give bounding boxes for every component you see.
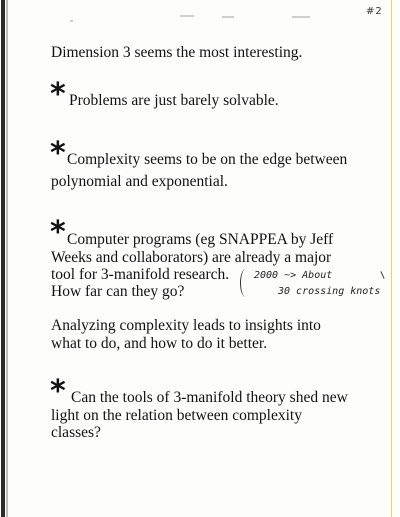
text-line: Weeks and collaborators) are already a major	[51, 249, 332, 266]
asterisk-bullet-2: *	[50, 136, 66, 171]
scan-edge-dark	[1, 0, 5, 517]
text-line: Analyzing complexity leads to insights into	[51, 317, 321, 334]
scan-smudge	[222, 16, 234, 18]
scan-smudge	[180, 15, 194, 17]
heading-line: Dimension 3 seems the most interesting.	[51, 44, 303, 61]
page-number-mark: #2	[366, 6, 383, 17]
text-line: How far can they go?	[51, 283, 185, 300]
text-line: light on the relation between complexity	[51, 407, 302, 424]
text-line: polynomial and exponential.	[51, 173, 228, 190]
text-line: what to do, and how to do it better.	[51, 335, 268, 352]
scan-smudge	[292, 16, 310, 18]
handwritten-bracket	[240, 269, 251, 297]
text-line: Can the tools of 3-manifold theory shed new	[71, 389, 348, 406]
asterisk-bullet-3: *	[50, 215, 66, 250]
handwritten-note-line-1: 2000 ~> About	[254, 270, 333, 281]
asterisk-bullet-1: *	[50, 77, 66, 112]
text-line: tool for 3-manifold research.	[51, 266, 230, 283]
scan-edge-light	[6, 0, 8, 517]
text-line: Computer programs (eg SNAPPEA by Jeff	[67, 231, 334, 248]
asterisk-bullet-4: *	[50, 374, 66, 409]
text-line: Complexity seems to be on the edge between	[67, 151, 348, 168]
handwritten-note-line-2: 30 crossing knots	[278, 286, 381, 297]
scan-smudge	[70, 20, 73, 22]
margin-line	[391, 0, 392, 517]
text-line: classes?	[51, 424, 101, 441]
text-line: Problems are just barely solvable.	[69, 92, 279, 109]
handwritten-tick-mark	[380, 271, 384, 279]
